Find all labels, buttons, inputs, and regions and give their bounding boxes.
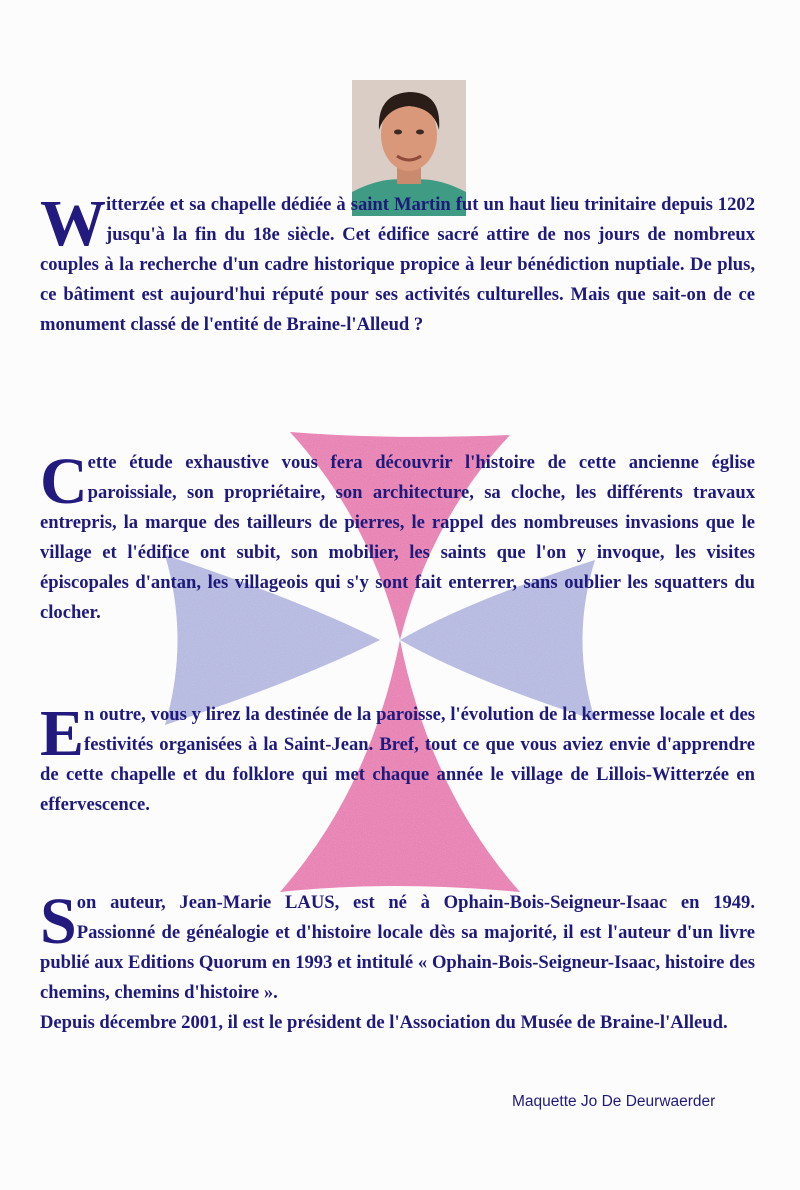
dropcap-2: C [40,445,88,518]
paragraph-3 [40,697,755,820]
paragraph-3-text: n outre, vous y lirez la destinée de la paroisse, l'évolution de la kermesse locale et des festivités organisées à la Saint-Jean. Bref, tout ce que vous aviez envie d'apprendre de cette chapelle et du folklore qui met chaque année le village de Lillois-Witterzée en effervescence. [40,704,755,815]
paragraph-4 [40,885,755,1038]
dropcap-3: E [40,697,85,770]
dropcap-4: S [40,885,77,958]
paragraph-4-text: on auteur, Jean-Marie LAUS, est né à Ophain-Bois-Seigneur-Isaac en 1949. Passionné de généalogie et d'histoire locale dès sa majorité, il est l'auteur d'un livre publié aux Editions Quorum en 1993 et intitulé « Ophain-Bois-Seigneur-Isaac, histoire des chemins, chemins d'histoire ». [40,892,755,1003]
dropcap-1: W [40,187,106,260]
paragraph-1-text: itterzée et sa chapelle dédiée à saint Martin fut un haut lieu trinitaire depuis 1202 jusqu'à la fin du 18e siècle. Cet édifice sacré attire de nos jours de nombreux couples à la recherche d'un cadre historique propice à leur bénédiction nuptiale. De plus, ce bâtiment est aujourd'hui réputé pour ses activités culturelles. Mais que sait-on de ce monument classé de l'entité de Braine-l'Alleud ? [40,194,755,335]
paragraph-2-text: ette étude exhaustive vous fera découvrir l'histoire de cette ancienne église paroissiale, son propriétaire, son architecture, sa cloche, les différents travaux entrepris, la marque des tailleurs de pierres, le rappel des nombreuses invasions que le village et l'édifice ont subit, son mobilier, les saints que l'on y invoque, les visites épiscopales d'antan, les villageois qui s'y sont fait enterrer, sans oublier les squatters du clocher. [40,452,755,623]
layout-credit: Maquette Jo De Deurwaerder [512,1093,716,1110]
paragraph-1 [40,187,755,340]
paragraph-2 [40,445,755,628]
paragraph-4-extra: Depuis décembre 2001, il est le président de l'Association du Musée de Braine-l'Alleud. [40,1012,728,1033]
